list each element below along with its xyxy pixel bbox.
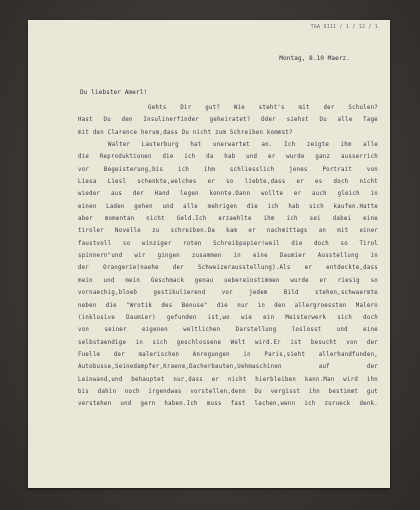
letter-line: selbstaendige in sich geschlossene Welt wird.Er ist besucht von der [78, 339, 378, 346]
letter-line: Liesa Liesl schenkte,welches er so liebte,dass er es doch nicht [78, 179, 378, 186]
letter-line: vor Begeisterung,bis ich ihm schliesslich jenes Portrait von [78, 166, 378, 173]
letter-line: faustvoll so winziger roten Schreibpapier!weil die doch so Tirol [78, 240, 378, 247]
letter-line: bis dahin noch irgendwas vorstellen,denn Du vergisst ihn bestimmt gut [78, 388, 378, 395]
letter-line: mit den Clarence herum,dass Du nicht zum Schreiben kommst? [78, 129, 293, 136]
letter-line: Hast Du den Insulinerfinder geheiratet? Oder siehst Du alle Tage [78, 117, 378, 124]
letter-line: der Orangerie(naehe der Schweizerausstellung).Als er entdeckte,dass [78, 265, 378, 272]
letter-line: Autobusse,Seinedampfer,Kraene,Dacherbauten,Uehmaschinen auf der [78, 364, 378, 371]
letter-line: Leinwand,und behauptet nur,dass er nicht hierbleiben kann.Man wird ihn [78, 376, 378, 383]
letter-line: mein und mein Geschmack genau uebereinstimmen wurde er riesig so [78, 277, 378, 284]
letter-line: verstehen und gern haben.Ich muss fast lachen,wenn ich zurueck denk. [78, 401, 378, 408]
letter-line: die Reproduktionen die ich da hab und er wurde ganz ausserrich [78, 154, 378, 161]
salutation: Du liebster Amerl! [80, 89, 148, 96]
letter-line: wieder aus der Hand legen konnte.Dann wollte er auch gleich in [78, 191, 378, 198]
letter-line: tiroler Novelle zu schreiben.Da kam er nachmittags an mit einer [78, 228, 378, 235]
letter-line: Walter Lauterburg hat unerwartet an. Ich zeigte ihm alle [108, 142, 378, 149]
letter-date: Montag, 8.10 Maerz. [279, 55, 350, 62]
letter-body [78, 102, 378, 411]
letter-line: Fuelle der malerischen Anregungen in Paris,sieht allerhandfunden, [78, 351, 378, 358]
letter-line: aber momentan nicht Geld.Ich erzaehlte ihm ich sei dabei eine [78, 216, 378, 223]
archive-reference: TGA 9111 / 1 / 12 / 1 [310, 24, 378, 30]
letter-line: neben die "Wrotik des Benuse" die nur in den allergroessten Malern [78, 302, 378, 309]
letter-line: vornaechig,bloeb gestikulierend vor jedem Bild stehen,schwaermte [78, 290, 378, 297]
letter-line: (inklusive Daumier) gefunden ist,wo wie ein Meisterwerk sich doch [78, 314, 378, 321]
letter-line: Gehts Dir gut? Wie steht's mit der Schulen? [148, 105, 378, 111]
letter-line: spinnern"und wir gingen zusammen in eine Daumier Ausstellung in [78, 253, 378, 260]
letter-line: von seiner eigenen weltlichen Darstellung loslosst und eine [78, 327, 378, 334]
letter-line: einen Laden gehen und alle mehrigen die ich hab sich kaufen.Hatte [78, 203, 378, 210]
letter-page [28, 20, 390, 488]
